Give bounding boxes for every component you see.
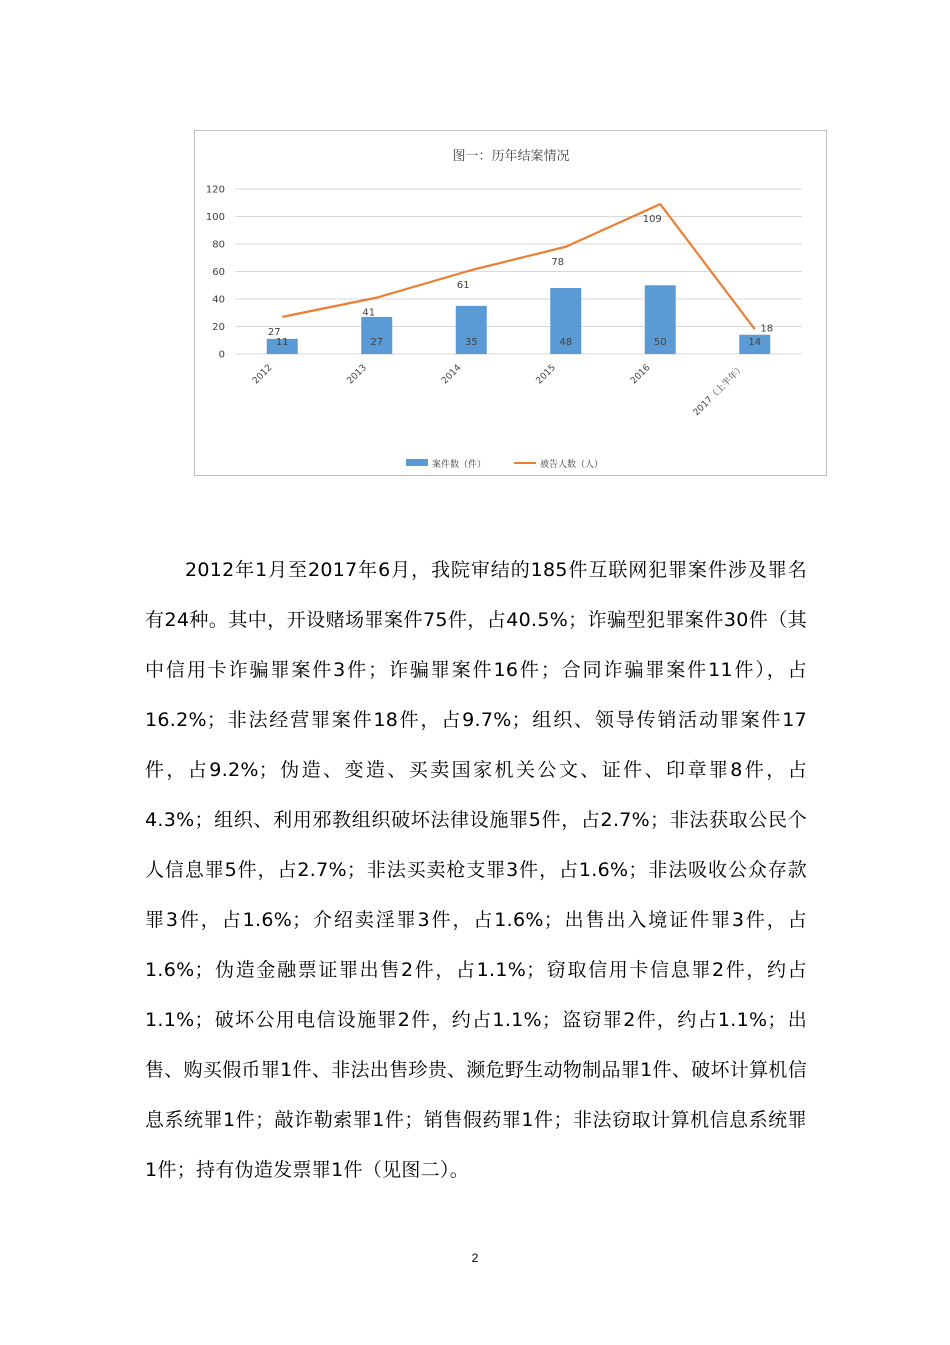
- x-tick-label: 2017（上半年）: [691, 363, 747, 419]
- y-tick-label: 120: [205, 184, 225, 196]
- y-tick-label: 20: [212, 322, 225, 333]
- line-data-label: 61: [456, 280, 470, 292]
- page-number: 2: [471, 1251, 479, 1265]
- x-tick-label: 2014: [440, 363, 464, 387]
- y-tick-label: 40: [212, 294, 225, 306]
- line-data-label: 109: [642, 214, 662, 226]
- x-tick-label: 2012: [251, 363, 275, 387]
- line-data-label: 18: [760, 323, 774, 335]
- bar-data-label: 35: [464, 337, 478, 348]
- line-series: [282, 204, 755, 329]
- y-tick-label: 100: [205, 212, 225, 223]
- x-tick-label: 2015: [534, 363, 558, 387]
- line-data-label: 27: [267, 326, 281, 338]
- bar-data-label: 50: [653, 337, 667, 348]
- chart-svg: [195, 131, 826, 475]
- data-label-layer: [268, 214, 773, 348]
- grid-layer: [235, 189, 802, 354]
- x-axis-ticks: [251, 362, 747, 419]
- x-tick-label: 2013: [345, 363, 369, 387]
- x-tick-label: 2016: [629, 363, 653, 387]
- y-tick-label: 0: [218, 349, 225, 361]
- bar-data-label: 14: [748, 337, 762, 348]
- legend: [406, 458, 603, 470]
- bar-data-label: 27: [370, 337, 384, 348]
- y-tick-label: 60: [212, 267, 225, 278]
- paragraph-text: 2012年1月至2017年6月，我院审结的185件互联网犯罪案件涉及罪名有24种。其中，开设赌场罪案件75件，占40.5%；诈骗型犯罪案件30件（其中信用卡诈骗罪案件3件；诈骗罪案件16件；合同诈骗罪案件11件），占16.2%；非法经营罪案件18件，占9.7%；组织、领导传销活动罪案件17件，占9.2%；伪造、变造、买卖国家机关公文、证件、印章罪8件，占4.3%；组织、利用邪教组织破坏法律设施罪5件，占2.7%；非法获取公民个人信息罪5件，占2.7%；非法买卖枪支罪3件，占1.6%；非法吸收公众存款罪3件，占1.6%；介绍卖淫罪3件，占1.6%；出售出入境证件罪3件，占1.6%；伪造金融票证罪出售2件，占1.1%；窃取信用卡信息罪2件，约占1.1%；破坏公用电信设施罪2件，约占1.1%；盗窃罪2件，约占1.1%；出售、购买假币罪1件、非法出售珍贵、濒危野生动物制品罪1件、破坏计算机信息系统罪1件；敲诈勒索罪1件；销售假药罪1件；非法窃取计算机信息系统罪1件；持有伪造发票罪1件（见图二）。: [145, 559, 807, 1181]
- bar-layer: [267, 285, 774, 354]
- line-data-label: 78: [551, 256, 565, 268]
- y-axis-ticks: [206, 185, 225, 361]
- bar: [361, 317, 392, 354]
- chart-container: [194, 130, 827, 476]
- y-tick-label: 80: [212, 239, 225, 251]
- legend-label-line: 被告人数（人）: [540, 460, 604, 470]
- bar-data-label: 48: [559, 337, 573, 348]
- bar-data-label: 11: [275, 337, 289, 348]
- line-data-label: 41: [362, 307, 376, 319]
- chart-title: 图一：历年结案情况: [452, 149, 570, 164]
- body-paragraph: [145, 545, 807, 1195]
- legend-swatch-bar: [406, 459, 428, 466]
- legend-label-bar: 案件数（件）: [432, 460, 487, 470]
- line-layer: [282, 204, 755, 329]
